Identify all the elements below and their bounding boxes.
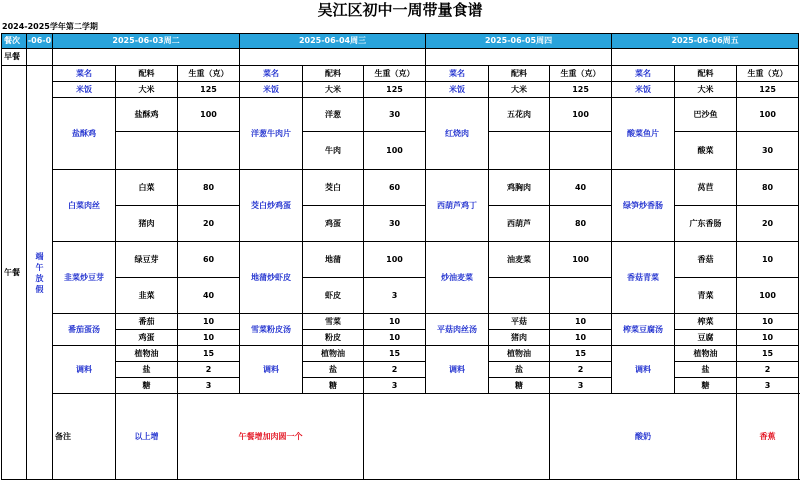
weight-header: 生重（克） <box>550 66 612 82</box>
ingredient-header: 配料 <box>489 66 550 82</box>
weight: 100 <box>550 98 612 132</box>
soup-row-a <box>2 314 799 330</box>
ingredient: 虾皮 <box>303 278 364 314</box>
dish-name: 香菇青菜 <box>612 242 675 314</box>
weight: 10 <box>550 314 612 330</box>
dish-name: 洋葱牛肉片 <box>240 98 303 170</box>
ingredient-header: 配料 <box>303 66 364 82</box>
weight: 30 <box>737 132 799 170</box>
ingredient: 牛肉 <box>303 132 364 170</box>
term-label: 2024-2025学年第二学期 <box>2 22 98 31</box>
breakfast-blank <box>27 49 53 66</box>
dish-name: 茭白炒鸡蛋 <box>240 170 303 242</box>
ingredient-header: 配料 <box>116 66 178 82</box>
dish-name: 盐酥鸡 <box>53 98 116 170</box>
weight: 20 <box>737 206 799 242</box>
dish-name: 韭菜炒豆芽 <box>53 242 116 314</box>
dish-name-header: 菜名 <box>53 66 116 82</box>
dish-name-header: 菜名 <box>612 66 675 82</box>
ingredient: 盐酥鸡 <box>116 98 178 132</box>
ingredient: 番茄 <box>116 314 178 330</box>
weight: 10 <box>737 330 799 346</box>
weight: 2 <box>178 362 240 378</box>
weight: 80 <box>737 170 799 206</box>
weight: 30 <box>364 206 426 242</box>
page-title: 吴江区初中一周带量食谱 <box>317 1 483 19</box>
dish2-row-b <box>2 206 799 242</box>
ingredient: 植物油 <box>675 346 737 362</box>
dish-name: 酸菜鱼片 <box>612 98 675 170</box>
ingredient: 绿豆芽 <box>116 242 178 278</box>
weight: 80 <box>550 206 612 242</box>
ingredient: 鸡蛋 <box>116 330 178 346</box>
header-row <box>2 34 799 49</box>
ingredient: 盐 <box>675 362 737 378</box>
weight-header: 生重（克） <box>178 66 240 82</box>
ingredient: 广东香肠 <box>675 206 737 242</box>
lunch-label: 午餐 <box>2 66 27 480</box>
menu-table <box>1 33 799 480</box>
weight <box>178 132 240 170</box>
weight: 3 <box>364 378 426 394</box>
seasoning-row-oil <box>2 346 799 362</box>
weight: 10 <box>178 330 240 346</box>
ingredient: 大米 <box>489 82 550 98</box>
dish-name: 地蒲炒虾皮 <box>240 242 303 314</box>
ingredient: 西葫芦 <box>489 206 550 242</box>
breakfast-cell <box>426 49 612 66</box>
ingredient: 洋葱 <box>303 98 364 132</box>
ingredient: 平菇 <box>489 314 550 330</box>
remarks-fragment: 以上增 <box>116 394 178 480</box>
ingredient: 植物油 <box>489 346 550 362</box>
ingredient: 鸡蛋 <box>303 206 364 242</box>
ingredient: 白菜 <box>116 170 178 206</box>
weight: 2 <box>364 362 426 378</box>
weight: 20 <box>178 206 240 242</box>
rice-row <box>2 82 799 98</box>
weight: 10 <box>737 242 799 278</box>
dish3-row-b <box>2 278 799 314</box>
ingredient: 糖 <box>116 378 178 394</box>
weight: 125 <box>178 82 240 98</box>
ingredient: 植物油 <box>116 346 178 362</box>
dish-name: 米饭 <box>426 82 489 98</box>
dish-name: 炒油麦菜 <box>426 242 489 314</box>
weight: 100 <box>737 98 799 132</box>
weight: 100 <box>364 132 426 170</box>
ingredient: 粉皮 <box>303 330 364 346</box>
ingredient: 盐 <box>489 362 550 378</box>
ingredient: 盐 <box>303 362 364 378</box>
dish-name: 白菜肉丝 <box>53 170 116 242</box>
weight: 10 <box>364 314 426 330</box>
ingredient <box>489 278 550 314</box>
weight: 100 <box>550 242 612 278</box>
date-header-fragment: -06-0 <box>27 34 53 49</box>
ingredient: 莴苣 <box>675 170 737 206</box>
day-remark: 午餐增加肉圆一个 <box>178 394 364 480</box>
weight: 100 <box>737 278 799 314</box>
weight: 40 <box>178 278 240 314</box>
weight: 10 <box>178 314 240 330</box>
ingredient: 五花肉 <box>489 98 550 132</box>
weight: 15 <box>737 346 799 362</box>
ingredient: 豆腐 <box>675 330 737 346</box>
dish-name: 米饭 <box>612 82 675 98</box>
ingredient: 香菇 <box>675 242 737 278</box>
dish-name: 调料 <box>426 346 489 394</box>
weight <box>550 278 612 314</box>
dish-name: 红烧肉 <box>426 98 489 170</box>
ingredient: 糖 <box>489 378 550 394</box>
weight-header: 生重（克） <box>737 66 799 82</box>
ingredient: 盐 <box>116 362 178 378</box>
weight: 100 <box>178 98 240 132</box>
ingredient: 韭菜 <box>116 278 178 314</box>
day-header: 2025-06-04周三 <box>240 34 426 49</box>
ingredient: 猪肉 <box>489 330 550 346</box>
dish-name: 绿笋炒香肠 <box>612 170 675 242</box>
ingredient <box>116 132 178 170</box>
dish-name: 调料 <box>53 346 116 394</box>
dish-name: 番茄蛋汤 <box>53 314 116 346</box>
weight: 100 <box>364 242 426 278</box>
remarks-label: 备注 <box>53 394 116 480</box>
weight: 60 <box>364 170 426 206</box>
ingredient-header: 配料 <box>675 66 737 82</box>
weight: 10 <box>550 330 612 346</box>
holiday-note: 端午放假 <box>35 251 44 294</box>
weight: 3 <box>364 278 426 314</box>
weight: 125 <box>737 82 799 98</box>
weight: 125 <box>550 82 612 98</box>
day-header: 2025-06-03周二 <box>53 34 240 49</box>
dish-name: 西葫芦鸡丁 <box>426 170 489 242</box>
dish-name-header: 菜名 <box>426 66 489 82</box>
weight: 15 <box>178 346 240 362</box>
weight: 3 <box>550 378 612 394</box>
breakfast-cell <box>612 49 799 66</box>
ingredient <box>489 132 550 170</box>
ingredient: 糖 <box>675 378 737 394</box>
weight: 2 <box>550 362 612 378</box>
weight: 30 <box>364 98 426 132</box>
breakfast-label: 早餐 <box>2 49 27 66</box>
ingredient: 青菜 <box>675 278 737 314</box>
dish-name: 调料 <box>612 346 675 394</box>
ingredient: 大米 <box>675 82 737 98</box>
ingredient: 茭白 <box>303 170 364 206</box>
ingredient: 巴沙鱼 <box>675 98 737 132</box>
day-remark: 酸奶 <box>550 394 737 480</box>
dish-name: 平菇肉丝汤 <box>426 314 489 346</box>
breakfast-cell <box>53 49 240 66</box>
breakfast-cell <box>240 49 426 66</box>
day-header: 2025-06-05周四 <box>426 34 612 49</box>
weight-header: 生重（克） <box>364 66 426 82</box>
ingredient: 糖 <box>303 378 364 394</box>
weight: 2 <box>737 362 799 378</box>
dish-name: 米饭 <box>53 82 116 98</box>
weight: 15 <box>364 346 426 362</box>
dish1-row-b <box>2 132 799 170</box>
ingredient: 猪肉 <box>116 206 178 242</box>
ingredient: 植物油 <box>303 346 364 362</box>
dish-name: 榨菜豆腐汤 <box>612 314 675 346</box>
weight: 40 <box>550 170 612 206</box>
weight: 3 <box>737 378 799 394</box>
ingredient: 油麦菜 <box>489 242 550 278</box>
breakfast-row <box>2 49 799 66</box>
dish2-row-a <box>2 170 799 206</box>
day-remark <box>364 394 550 480</box>
dish-name: 米饭 <box>240 82 303 98</box>
weight: 80 <box>178 170 240 206</box>
ingredient: 地蒲 <box>303 242 364 278</box>
weight: 10 <box>364 330 426 346</box>
ingredient: 酸菜 <box>675 132 737 170</box>
seasoning-row-sugar <box>2 378 799 394</box>
weight: 3 <box>178 378 240 394</box>
dish-name-header: 菜名 <box>240 66 303 82</box>
dish1-row-a <box>2 98 799 132</box>
holiday-note-cell <box>27 66 53 480</box>
ingredient: 雪菜 <box>303 314 364 330</box>
ingredient: 榨菜 <box>675 314 737 330</box>
weight: 15 <box>550 346 612 362</box>
dish-name: 调料 <box>240 346 303 394</box>
column-head-row <box>2 66 799 82</box>
ingredient: 鸡胸肉 <box>489 170 550 206</box>
day-remark: 香蕉 <box>737 394 799 480</box>
weight: 125 <box>364 82 426 98</box>
dish3-row-a <box>2 242 799 278</box>
soup-row-b <box>2 330 799 346</box>
dish-name: 雪菜粉皮汤 <box>240 314 303 346</box>
meal-header: 餐次 <box>2 34 27 49</box>
day-header: 2025-06-06周五 <box>612 34 799 49</box>
weight <box>550 132 612 170</box>
ingredient: 大米 <box>303 82 364 98</box>
weight: 10 <box>737 314 799 330</box>
ingredient: 大米 <box>116 82 178 98</box>
weight: 60 <box>178 242 240 278</box>
remarks-row <box>2 394 799 480</box>
seasoning-row-salt <box>2 362 799 378</box>
